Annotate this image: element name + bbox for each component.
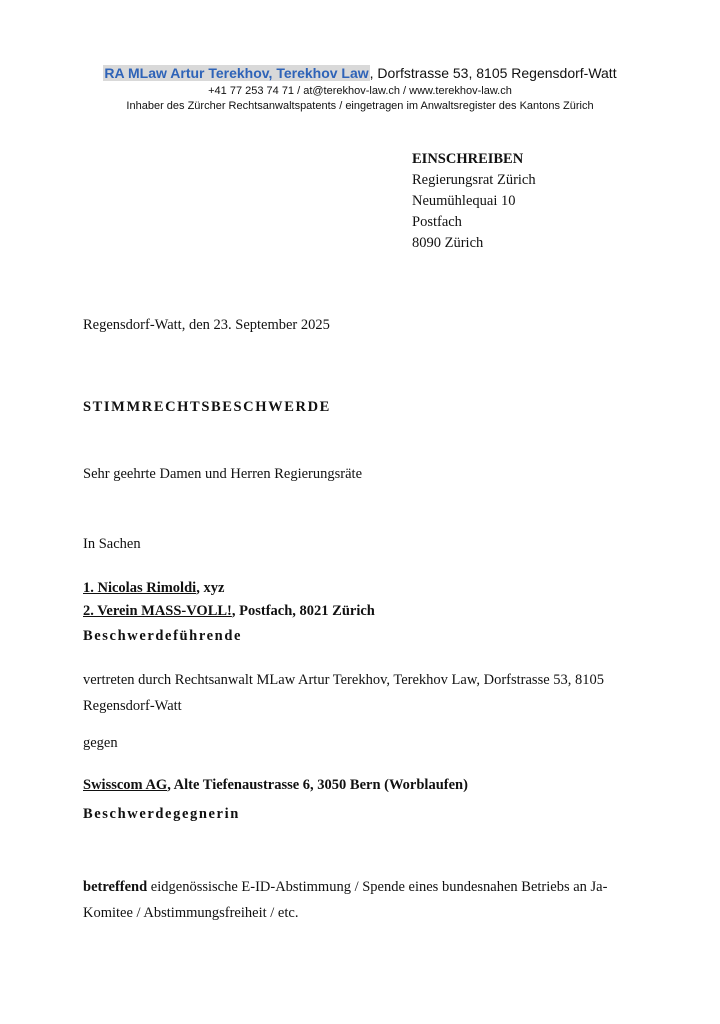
complainant-1-name: 1. Nicolas Rimoldi (83, 580, 197, 596)
complainant-2-detail: , Postfach, 8021 Zürich (231, 603, 375, 619)
complainant-1-detail: , xyz (196, 580, 225, 596)
letterhead-contact: +41 77 253 74 71 / at@terekhov-law.ch / www.terekhov-law.ch (208, 85, 512, 97)
respondent-name: Swisscom AG (83, 777, 168, 793)
complainant-2-name: 2. Verein MASS-VOLL! (83, 603, 232, 619)
subject-paragraph (83, 874, 643, 926)
recipient-street: Neumühlequai 10 (412, 193, 516, 209)
respondent (83, 775, 468, 796)
letterhead-firm-line (0, 64, 720, 82)
representation-text: vertreten durch Rechtsanwalt MLaw Artur Terekhov, Terekhov Law, Dorfstrasse 53, 8105 Regensdorf-Watt (83, 672, 605, 714)
firm-name-highlight: RA MLaw Artur Terekhov, Terekhov Law (104, 65, 369, 81)
document-title: STIMMRECHTSBESCHWERDE (83, 399, 331, 415)
recipient-box: Postfach (412, 214, 462, 230)
delivery-method: EINSCHREIBEN (412, 151, 524, 167)
subject-text: eidgenössische E-ID-Abstimmung / Spende eines bundesnahen Betriebs an Ja-Komitee / Abstimmungsfreiheit / etc. (83, 879, 608, 921)
gegen-text: gegen (83, 735, 118, 751)
in-sachen: In Sachen (83, 536, 141, 552)
letterhead-registration: Inhaber des Zürcher Rechtsanwaltspatents / eingetragen im Anwaltsregister des Kantons Zürich (126, 100, 594, 112)
respondent-detail: , Alte Tiefenaustrasse 6, 3050 Bern (Worblaufen) (167, 777, 468, 793)
complainant-2 (83, 600, 375, 623)
subject-label: betreffend (83, 879, 148, 895)
salutation: Sehr geehrte Damen und Herren Regierungsräte (83, 466, 363, 482)
recipient-city: 8090 Zürich (412, 235, 484, 251)
complainant-1 (83, 577, 375, 600)
recipient-name: Regierungsrat Zürich (412, 172, 536, 188)
firm-address: , Dorfstrasse 53, 8105 Regensdorf-Watt (369, 65, 617, 81)
recipient-address (412, 149, 536, 254)
respondent-role: Beschwerdegegnerin (83, 806, 240, 822)
complainants-role: Beschwerdeführende (83, 628, 243, 644)
complainants-list (83, 577, 375, 623)
date-line: Regensdorf-Watt, den 23. September 2025 (83, 317, 330, 333)
